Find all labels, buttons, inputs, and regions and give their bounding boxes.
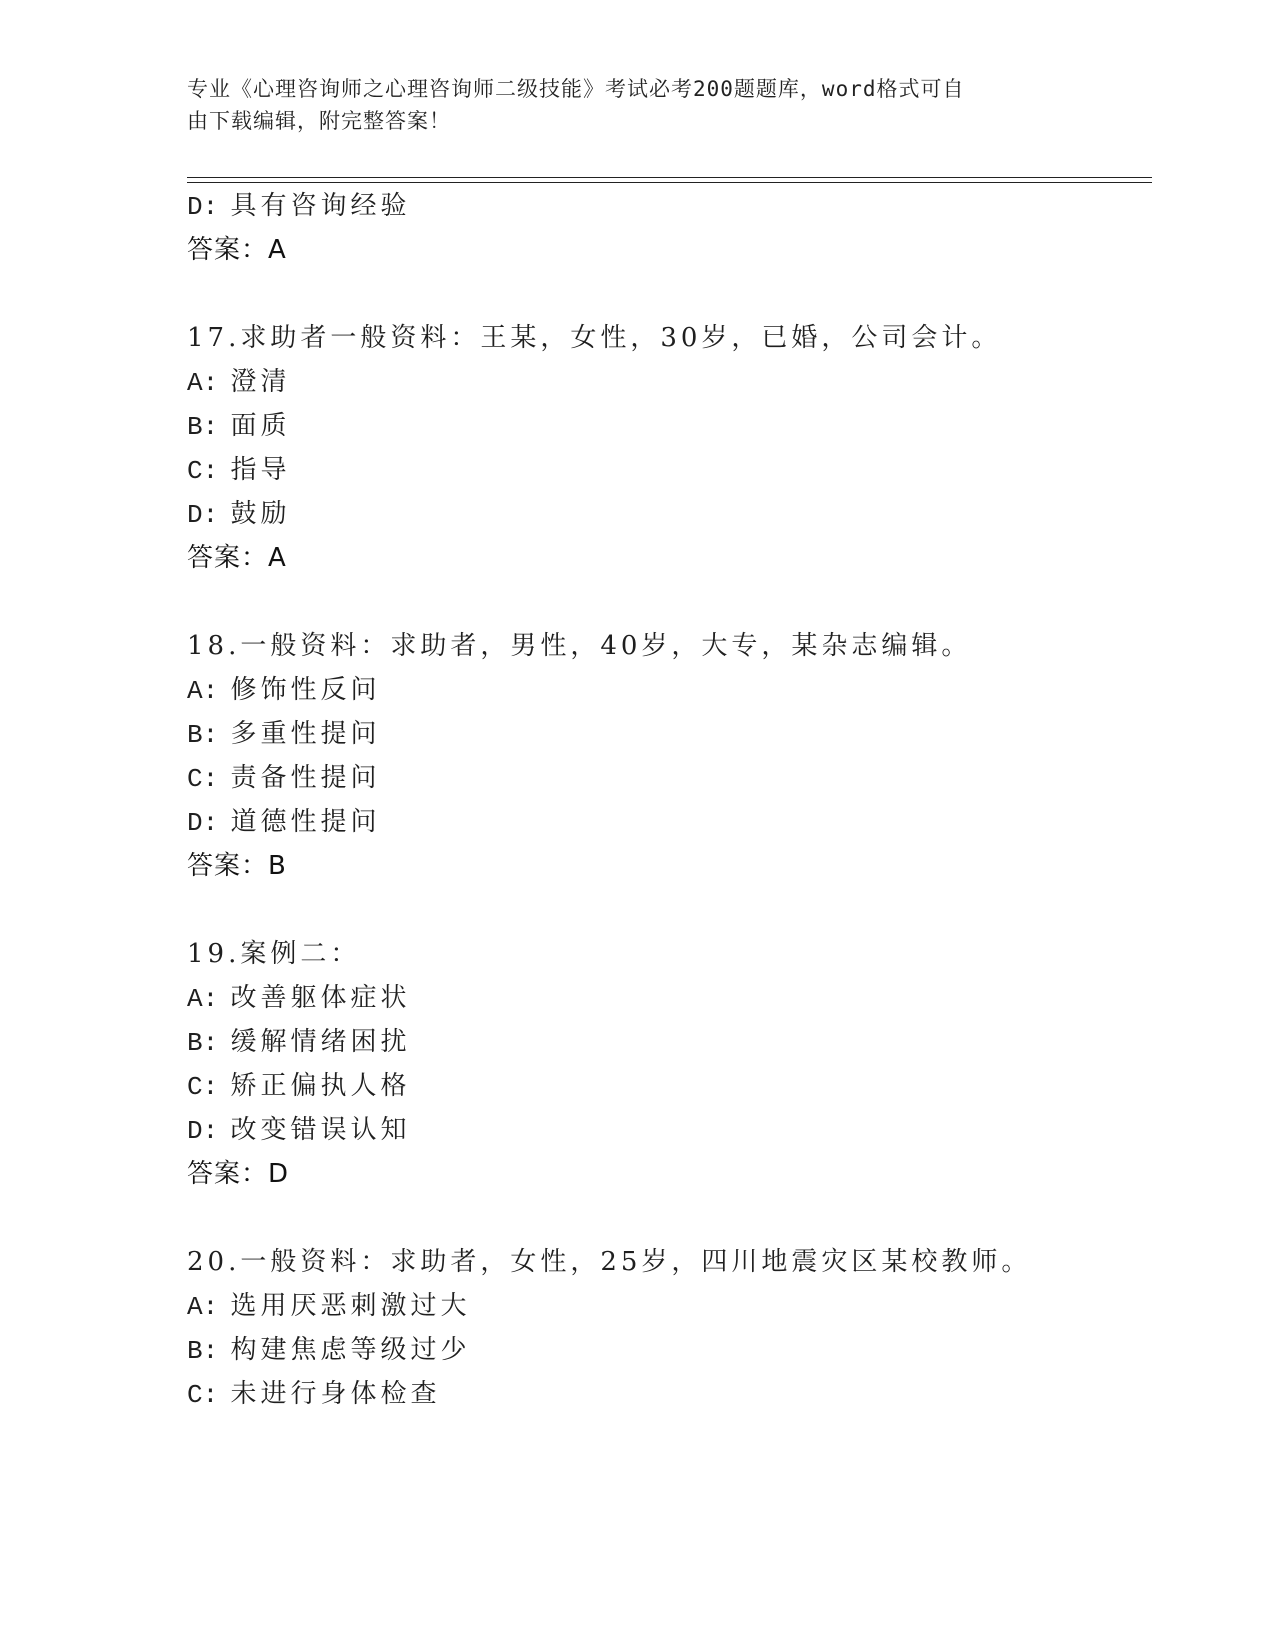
prev-answer: 答案：A	[187, 235, 287, 265]
q20-option-c: C: 未进行身体检查	[187, 1379, 441, 1410]
q19-answer: 答案：D	[187, 1159, 290, 1189]
q20-option-a: A: 选用厌恶刺激过大	[187, 1291, 471, 1322]
q18-option-a: A: 修饰性反问	[187, 675, 381, 706]
q19-option-d: D: 改变错误认知	[187, 1115, 411, 1146]
q18-option-b: B: 多重性提问	[187, 719, 381, 750]
header-line-1: 专业《心理咨询师之心理咨询师二级技能》考试必考200题题库，word格式可自	[187, 77, 965, 101]
q18-answer: 答案：B	[187, 851, 287, 881]
q17-option-d: D: 鼓励	[187, 499, 291, 530]
q19-stem: 19.案例二：	[187, 939, 361, 969]
header-line-2: 由下载编辑，附完整答案！	[187, 109, 451, 133]
q17-option-b: B: 面质	[187, 411, 291, 442]
q20-stem: 20.一般资料：求助者，女性，25岁，四川地震灾区某校教师。	[187, 1247, 1032, 1277]
header-divider-top	[187, 177, 1152, 178]
q19-option-b: B: 缓解情绪困扰	[187, 1027, 411, 1058]
q18-option-c: C: 责备性提问	[187, 763, 381, 794]
q18-stem: 18.一般资料：求助者，男性，40岁，大专，某杂志编辑。	[187, 631, 972, 661]
q17-option-a: A: 澄清	[187, 367, 291, 398]
document-header	[187, 73, 1067, 137]
header-divider-bottom	[187, 182, 1152, 183]
q20-option-b: B: 构建焦虑等级过少	[187, 1335, 471, 1366]
q17-answer: 答案：A	[187, 543, 287, 573]
q17-option-c: C: 指导	[187, 455, 291, 486]
q18-option-d: D: 道德性提问	[187, 807, 381, 838]
q19-option-c: C: 矫正偏执人格	[187, 1071, 411, 1102]
prev-option-d: D: 具有咨询经验	[187, 191, 411, 222]
q19-option-a: A: 改善躯体症状	[187, 983, 411, 1014]
q17-stem: 17.求助者一般资料：王某，女性，30岁，已婚，公司会计。	[187, 323, 1002, 353]
